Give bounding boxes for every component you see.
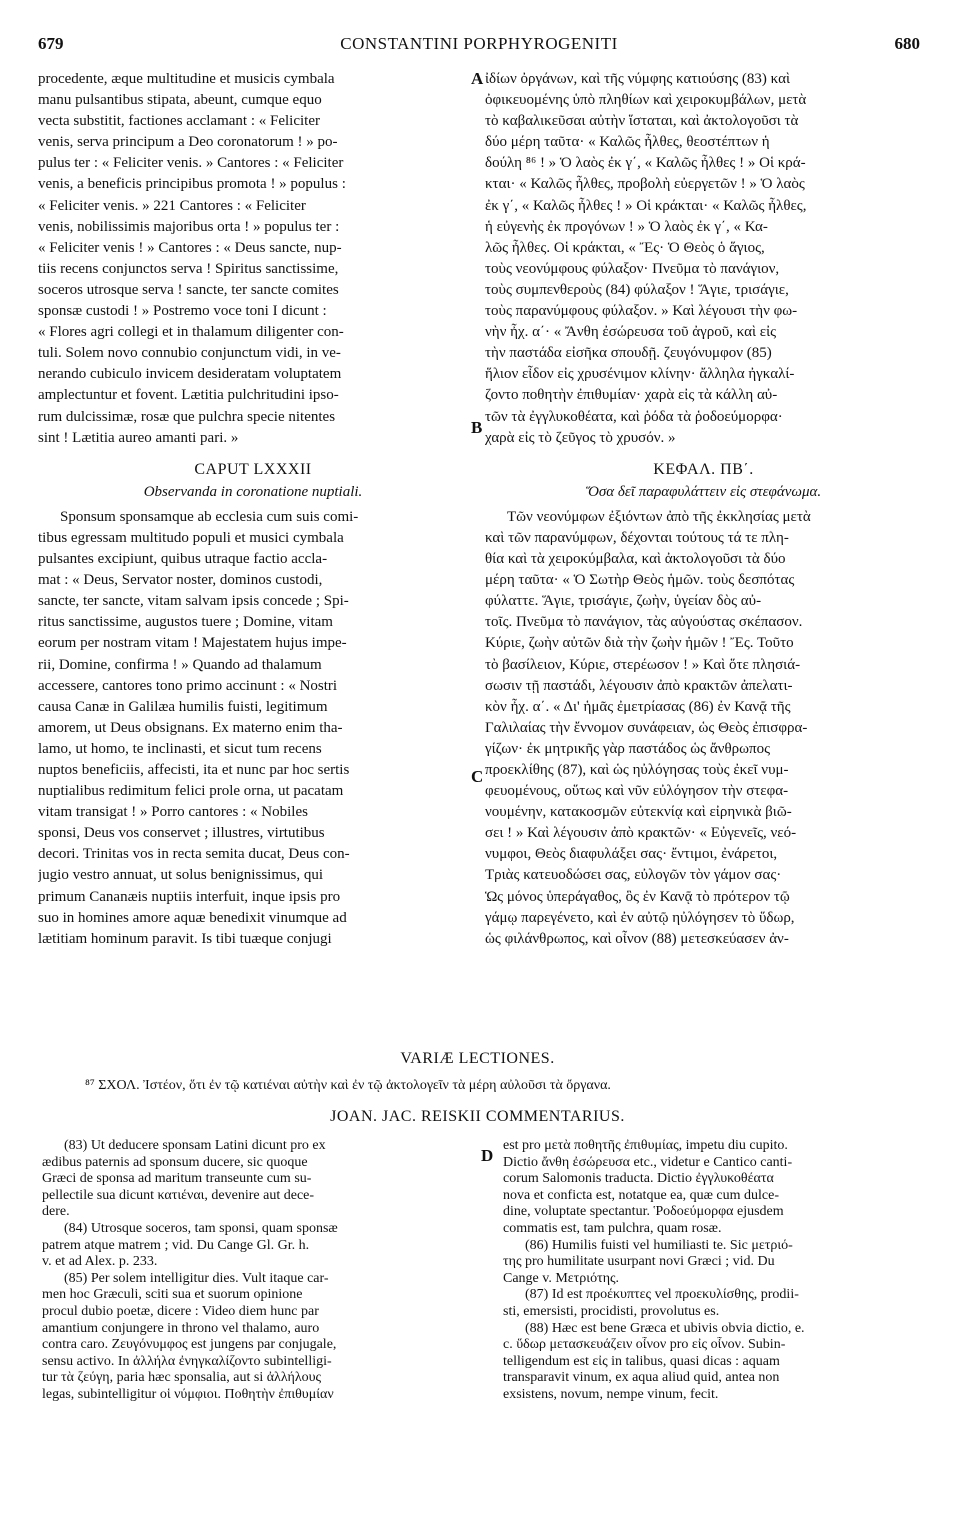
commentary-line: corum Salomonis traducta. Dictio ἐγγλυκοθέατα (503, 1171, 774, 1187)
commentary-line: men hoc Græculi, sciti sua et suorum opinione (42, 1287, 303, 1303)
commentary-line: sensu activo. In ἀλλήλα ἐνηγκαλίζοντο subintelligi- (42, 1353, 332, 1369)
greek-text-block-2 (485, 507, 922, 950)
commentary-line: dine, voluptate spectantur. Ῥοδοεύμορφα ejusdem (503, 1204, 784, 1220)
margin-mark-d: D (481, 1146, 494, 1165)
latin-chapter-title: CAPUT LXXXII (194, 460, 312, 478)
page-number-left: 679 (38, 34, 64, 53)
commentary-line: contra caro. Ζευγόνυμφος est jungens par conjugale, (42, 1337, 337, 1353)
margin-mark-a: A (471, 69, 484, 88)
greek-text-line: δούλη ⁸⁶ ! » Ὁ λαὸς ἐκ γ΄, « Καλῶς ἦλθες ! » Οἱ κρά- (485, 155, 806, 172)
commentary-line: (88) Hæc est bene Græca et ubivis obvia dictio, e. (525, 1320, 805, 1336)
greek-text-line: φύλαττε. Ἅγιε, τρισάγιε, ζωὴν, ὑγείαν δὸς αὐ- (485, 593, 762, 610)
latin-text-line: tiis recens conjunctos serva ! Spiritus sanctissime, (38, 260, 339, 277)
commentary-line: sti, emersisti, procidisti, provolutus es. (503, 1303, 720, 1319)
commentary-line: c. ὕδωρ μετασκευάζειν οἶνον pro εἰς οἶνον. Subin- (503, 1337, 786, 1353)
commentary-line: nova et conficta est, notatque ea, quæ cum dulce- (503, 1187, 780, 1203)
commentary-title: JOAN. JAC. REISKII COMMENTARIUS. (330, 1108, 625, 1125)
variae-lectiones-note: ⁸⁷ ΣΧΟΛ. Ἰστέον, ὅτι ἐν τῷ κατιέναι αὐτὴν καὶ ἐν τῷ ἀκτολογεῖν τὰ μέρη αὐλοῦσι τὰ ὄργανα. (85, 1078, 611, 1093)
greek-text-line: ζοντο ποθητὴν ἐπιθυμίαν· χαρὰ εἰς τὰ κάλλη αὐ- (485, 387, 778, 404)
greek-text-line: ἡ εὐγενὴς ἐκ προγόνων ! » Ὁ λαὸς ἐκ γ΄, « Κα- (485, 218, 768, 235)
commentary-line: est pro μετὰ ποθητῆς ἐπιθυμίας, impetu diu cupito. (503, 1138, 788, 1153)
greek-text-line: χαρὰ εἰς τὸ ζεῦγος τὸ χρυσόν. » (485, 429, 676, 446)
greek-text-line: τοῖς. Πνεῦμα τὸ πανάγιον, τὰς αὐγούστας σκέπασον. (485, 614, 803, 631)
latin-text-line: pulsantes excipiunt, quibus utraque factio accla- (38, 551, 328, 568)
latin-text-line: vecta substitit, factiones acclamant : « Feliciter (38, 113, 320, 130)
greek-text-line: ὀφικευομένης ὑπὸ πληθίων καὶ χειροκυμβάλων, μετὰ (485, 92, 807, 109)
greek-text-line: ἥλιον εἶδον εἰς χρυσένιμον κλίνην· ἄλληλα ἠγκαλί- (485, 366, 795, 383)
latin-text-line: venis, a beneficis principibus promota ! » populus : (38, 176, 346, 193)
latin-text-line: « Feliciter venis. » 221 Cantores : « Feliciter (38, 197, 306, 214)
commentary-left-column (42, 1138, 472, 1404)
commentary-line: v. et ad Alex. p. 233. (42, 1254, 158, 1270)
latin-text-line: mat : « Deus, Servator noster, dominos custodi, (38, 572, 323, 589)
commentary-line: commatis est, tam pulchra, quam rosæ. (503, 1220, 722, 1236)
commentary-line: Cange v. Μετριότης. (503, 1270, 620, 1286)
greek-text-line: λῶς ἦλθες. Οἱ κράκται, « Ἔς· Ὁ Θεὸς ὁ ἅγιος, (485, 239, 765, 256)
greek-text-block-1 (485, 69, 922, 449)
latin-text-line: lætitiam hominum paravit. Is tibi tuæque conjugi (38, 930, 332, 947)
latin-text-line: « Feliciter venis ! » Cantores : « Deus sancte, nup- (38, 239, 342, 256)
greek-text-line: καὶ τῶν παρανύμφων, δέχονται τούτους τά τε πλη- (485, 529, 789, 546)
greek-text-line: προεκλίθης (87), καὶ ὡς ηὐλόγησας τοὺς ἐκεῖ νυμ- (485, 762, 789, 778)
commentary-line: transparavit vinum, ex aqua aliud quid, antea non (503, 1370, 780, 1386)
margin-mark-c: C (471, 767, 484, 786)
latin-text-line: lamo, ut homo, te inclinasti, et sicut tum recens (38, 740, 322, 757)
greek-text-line: σωσιν τῇ παστάδι, λέγουσιν ἀπὸ κρακτῶν ἀπελατι- (485, 677, 793, 694)
greek-text-line: ὡς φιλάνθρωπος, καὶ οἶνον (88) μετεσκεύασεν ἀν- (485, 930, 789, 947)
latin-text-line: sancte, ter sancte, vitam salvam ipsis concede ; Spi- (38, 593, 349, 610)
latin-text-line: causa Canæ in Galilæa humilis fuisti, legitimum (38, 698, 328, 715)
latin-text-line: Sponsum sponsamque ab ecclesia cum suis comi- (60, 508, 359, 525)
latin-chapter-subtitle: Observanda in coronatione nuptiali. (143, 483, 363, 500)
greek-text-line: φευομένους, οὕτως καὶ νῦν εὐλόγησον τὴν στεφα- (485, 783, 789, 800)
greek-text-line: δύο μέρη ταῦτα· « Καλῶς ἦλθες, θεοστέπτων ἡ (485, 134, 770, 151)
latin-text-line: sponsi, Deus vos conservet ; illustres, virtutibus (38, 825, 325, 842)
latin-text-line: amorem, ut Deus obsignans. Ex materno enim tha- (38, 719, 343, 736)
commentary-line: patrem atque matrem ; vid. Du Cange Gl. Gr. h. (42, 1237, 310, 1253)
greek-chapter-subtitle: Ὅσα δεῖ παραφυλάττειν εἰς στεφάνωμα. (585, 483, 822, 500)
latin-text-line: sponsæ custodi ! » Postremo voce toni I dicunt : (38, 303, 327, 320)
running-header (38, 34, 920, 58)
commentary-right-column (503, 1138, 928, 1404)
greek-text-line: γάμῳ παρεγένετο, καὶ ἐν αὐτῷ ηὐλόγησεν τὸ ὕδωρ, (485, 909, 795, 926)
commentary-line: tur τὰ ζεύγη, paria hæc sponsalia, aut si ἀλλήλους (42, 1370, 322, 1386)
page-number-right: 680 (894, 34, 920, 53)
latin-text-line: amplectuntur et fovent. Lætitia pulchritudini ipso- (38, 387, 339, 404)
latin-text-line: vitam transigat ! » Porro cantores : « Nobiles (38, 804, 308, 821)
latin-text-line: nuptos beneficiis, affecisti, ita et nunc par hoc sertis (38, 762, 350, 778)
greek-text-line: τὸ καβαλικεῦσαι αὐτὴν ἵσταται, καὶ ἀκτολογοῦσι τὰ (485, 113, 799, 130)
commentary-line: (83) Ut deducere sponsam Latini dicunt pro ex (64, 1138, 326, 1153)
commentary-line: Græci de sponsa ad maritum transeunte cum su- (42, 1171, 312, 1187)
commentary-line: (87) Id est προέκυπτες vel προεκυλίσθης, prodii- (525, 1287, 799, 1303)
greek-text-line: Κύριε, ζωὴν αὐτῶν διὰ τὴν ζωὴν ἡμῶν ! Ἔς. Τοῦτο (485, 635, 794, 652)
variae-lectiones-title: VARIÆ LECTIONES. (400, 1050, 555, 1067)
latin-text-block-2 (38, 507, 468, 950)
latin-text-line: « Flores agri collegi et in thalamum diligenter con- (38, 324, 344, 341)
greek-text-line: νουμένην, κατακοσμῶν εὐτεκνίᾳ καὶ εἰρηνικὰ βιῶ- (485, 804, 792, 821)
greek-text-line: τοὺς παρανύμφους φύλαξον. » Καὶ λέγουσι τὴν φω- (485, 303, 798, 320)
greek-text-line: μέρη ταῦτα· « Ὁ Σωτὴρ Θεὸς ἡμῶν. τοὺς δεσπότας (485, 572, 795, 589)
commentary-line: procul dubio poetæ, dicere : Video diem hunc par (42, 1303, 319, 1319)
greek-text-line: κὸν ἦχ. α΄. « Δι' ἡμᾶς ἐμετρίασας (86) ἐν Κανᾷ τῆς (485, 698, 791, 715)
latin-text-line: rum dulcissimæ, rosæ que pulchra specie nitentes (38, 408, 336, 425)
commentary-line: dere. (42, 1204, 70, 1220)
greek-text-line: σει ! » Καὶ λέγουσιν ἀπὸ κρακτῶν· « Εὐγενεῖς, νεό- (485, 825, 797, 842)
latin-text-line: decori. Trinitas vos in recta semita ducat, Deus con- (38, 846, 350, 863)
commentary-line: legas, subintelligitur οἱ νύμφιοι. Ποθητὴν ἐπιθυμίαν (42, 1386, 334, 1402)
commentary-line: της pro humilitate usurpant novi Græci ; vid. Du (503, 1254, 775, 1270)
greek-text-line: Γαλιλαίας τὴν ἔννομον συνάφειαν, ὡς Θεὸς ἐπισφρα- (485, 719, 808, 736)
greek-text-line: τῶν τὰ ἐγγλυκοθέατα, καὶ ῥόδα τὰ ῥοδοεύμορφα· (485, 408, 783, 425)
commentary-line: (84) Utrosque soceros, tam sponsi, quam sponsæ (64, 1220, 338, 1236)
latin-text-line: ritus sanctissime, augustos tuere ; Domine, vitam (38, 614, 333, 631)
greek-text-line: ἰδίων ὀργάνων, καὶ τῆς νύμφης κατιούσης (83) καὶ (485, 71, 790, 87)
greek-text-line: γίζων· ἐκ μητρικῆς γὰρ παστάδος ὡς ἄνθρωπος (485, 740, 771, 757)
greek-text-line: Τριὰς κατευοδώσει σας, εὐλογῶν τὸν γάμον σας· (485, 867, 782, 884)
latin-text-line: pulus ter : « Feliciter venis. » Cantores : « Feliciter (38, 155, 344, 172)
latin-text-block-1 (38, 69, 468, 449)
commentary-line: (85) Per solem intelligitur dies. Vult itaque car- (64, 1270, 329, 1286)
latin-text-line: procedente, æque multitudine et musicis cymbala (38, 71, 335, 87)
latin-text-line: jugio vestro annuat, ut solus benignissimus, qui (38, 867, 323, 884)
commentary-line: (86) Humilis fuisti vel humiliasti te. Sic μετριό- (525, 1237, 793, 1253)
commentary-line: exsistens, novum, nempe vinum, fecit. (503, 1386, 719, 1402)
commentary-line: pellectile sua dicunt κατιέναι, devenire aut dece- (42, 1187, 315, 1203)
latin-column (38, 69, 468, 950)
greek-chapter-title: ΚΕΦΑΛ. ΠΒ΄. (653, 460, 754, 478)
greek-text-line: Ὡς μόνος ὑπεράγαθος, ὃς ἐν Κανᾷ τὸ πρότερον τῷ (485, 888, 790, 905)
margin-mark-b: B (471, 418, 483, 437)
commentary-line: amantium conjungere in throno vel thalamo, auro (42, 1320, 320, 1336)
latin-text-line: venis, serva principum a Deo coronatorum ! » po- (38, 134, 338, 151)
greek-text-line: τὴν παστάδα εἰσῆκα σπουδῇ. ζευγόνυμφον (85) (485, 345, 772, 362)
latin-text-line: tibus egressam multitudo populi et musici cymbala (38, 529, 344, 546)
latin-text-line: manu pulsantibus stipata, abeunt, cumque equo (38, 92, 322, 109)
greek-text-line: θία καὶ τὰ χειροκύμβαλα, καὶ ἀκτολογοῦσι τὰ δύο (485, 551, 786, 568)
greek-text-line: νυμφοι, Θεὸς διαφυλάξει σας· ἔντιμοι, ἐνάρετοι, (485, 846, 778, 863)
greek-text-line: κται· « Καλῶς ἦλθες, προβολὴ εὐεργετῶν ! » Ὁ λαὸς (485, 176, 805, 193)
greek-text-line: νὴν ἦχ. α΄· « Ἄνθη ἐσώρευσα τοῦ ἀγροῦ, καὶ εἰς (485, 324, 777, 341)
latin-text-line: eorum per nostram vitam ! Majestatem hujus impe- (38, 635, 347, 652)
greek-text-line: τοὺς νεονύμφους φύλαξον· Πνεῦμα τὸ πανάγιον, (485, 260, 780, 277)
latin-text-line: sint ! Lætitia aureo amanti pari. » (38, 429, 239, 446)
latin-text-line: tuli. Solem novo connubio conjunctum vidi, in ve- (38, 345, 341, 362)
running-title: CONSTANTINI PORPHYROGENITI (340, 34, 618, 53)
commentary-line: ædibus paternis ad sponsum ducere, sic quoque (42, 1154, 308, 1170)
commentary-line: telligendum est εἰς in talibus, quasi dicas : aquam (503, 1353, 780, 1369)
commentary-line: Dictio ἄνθη ἐσώρευσα etc., videtur e Cantico canti- (503, 1154, 793, 1170)
latin-text-line: primum Cananæis nuptiis interfuit, inque ipsis pro (38, 888, 341, 905)
latin-text-line: nuptialibus redimitum felici prole orna, ut pacatam (38, 783, 344, 800)
greek-text-line: τὸ βασίλειον, Κύριε, στερέωσον ! » Καὶ ὅτε πλησιά- (485, 656, 801, 673)
greek-text-line: Τῶν νεονύμφων ἐξιόντων ἀπὸ τῆς ἐκκλησίας μετὰ (507, 508, 811, 525)
greek-column (485, 69, 922, 950)
latin-text-line: soceros utrosque serva ! sancte, ter sancte comites (38, 281, 339, 298)
latin-text-line: nerando cubiculo invicem desideratam voluptatem (38, 366, 342, 383)
latin-text-line: rii, Domine, confirma ! » Quando ad thalamum (38, 656, 322, 673)
latin-text-line: suo in homines amore aquæ benedixit vinumque ad (38, 909, 347, 926)
latin-text-line: accessere, cantores tono primo accinunt : « Nostri (38, 677, 338, 694)
latin-text-line: venis, nobilissimis majoribus orta ! » populus ter : (38, 218, 340, 235)
greek-text-line: ἐκ γ΄, « Καλῶς ἦλθες ! » Οἱ κράκται· « Καλῶς ἦλθες, (485, 197, 807, 214)
greek-text-line: τοὺς συμπενθεροὺς (84) φύλαξον ! Ἅγιε, τρισάγιε, (485, 281, 789, 298)
